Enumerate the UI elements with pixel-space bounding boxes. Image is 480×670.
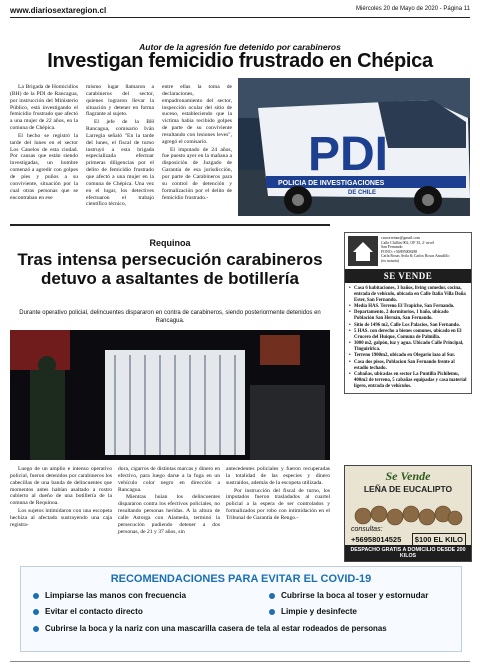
pdi-band-text: POLICIA DE INVESTIGACIONES (278, 180, 385, 187)
real-estate-ad (344, 232, 472, 394)
covid-item (33, 624, 387, 633)
firewood-phone[interactable]: +56958014525 (351, 535, 402, 544)
paragraph: Mientras huían los delincuentes dispararon contra los efectivos policiales, no resultando personas heridas. A la altura de calle Astorga con Alameda, terminó la persecución pudiendo detener a dos personas, de 21 y 37 años, sin (118, 494, 220, 535)
se-vende-banner: SE VENDE (345, 269, 471, 283)
paragraph: Los sujetos intimidaron con una escopeta hechiza al afectado sustrayendo una caja registra- (10, 508, 112, 528)
listing-item: • Casa 6 habitaciones, 3 baños, living comedor, cocina, entrada de vehículo, ubicada en Calle Italia Villa Doña Ester, San Fernando. (349, 286, 467, 303)
story1-column-1 (10, 84, 78, 202)
firewood-price: $100 EL KILO (412, 533, 466, 546)
story1-kicker: Autor de la agresión fue detenido por carabineros (139, 42, 341, 52)
paragraph: Por instrucción del fiscal de turno, los imputados fueron trasladados al cuartel policial a la espera de ser controlados y formalizados por robo con intimidación en el Tribunal de Garantía de Rengo.- (226, 487, 330, 521)
covid-item (33, 607, 143, 616)
ad-contact (381, 236, 449, 266)
paragraph: La Brigada de Homicidios (BH) de la PDI de Rancagua, por instrucción del Ministerio Público, está investigando el femicidio frustrado que afectó a una mujer de 22 años, en la comuna de Chépica. (10, 84, 78, 132)
listing-item: • Media HAS. Terreno El Trapiche, San Fernando. (349, 304, 467, 310)
contact-line: San Fernando (381, 245, 403, 250)
paragraph: Luego de un amplio e intenso operativo policial, fueron detenidos por carabineros los cabecillas de una banda de delincuentes que momentos antes habían asaltado a rostro cubierto al dueño de una botillería de la comuna de Requinoa. (10, 466, 112, 507)
se-vende-script: Se Vende (385, 469, 431, 483)
header-rule (10, 17, 470, 18)
contact-line: Calle Chillán 902, OF 35, 2º nivel (381, 240, 435, 245)
house-logo-icon (348, 236, 378, 266)
firewood-logs-illustration (351, 496, 465, 526)
paragraph: mismo lugar llamaron a carabineros del sector, quienes lograron llevar la situación y detener en forma flagrante al sujeto. (86, 84, 154, 118)
covid-item-text: Limpiarse las manos con frecuencia (45, 591, 187, 600)
footer-rule (10, 661, 470, 662)
night-scene-illustration (10, 330, 330, 460)
covid-item-text: Cubrirse la boca al toser y estornudar (281, 591, 429, 600)
page-date: Miércoles 20 de Mayo de 2020 - Página 11 (356, 6, 470, 12)
section-rule (10, 224, 330, 226)
pdi-band-text-2: DE CHILE (348, 190, 377, 196)
bullet-icon (33, 593, 39, 599)
covid-item (33, 591, 186, 600)
story2-headline: Tras intensa persecución carabineros detuvo a asaltantes de botillería (17, 250, 323, 288)
listing-item: • 3000 m2, galpón, luz y agua. Ubicado Calle Principal, Tinguiririca. (349, 341, 467, 353)
firewood-ad (344, 465, 472, 562)
listing-item: • Cabañas, ubicadas en sector La Puntilla Pichilemu, 400m2 de terreno, 5 cabañas equipadas y casa material ligero, entrada de vehículos. (349, 372, 467, 389)
covid-item (269, 591, 428, 600)
contact-line: Carla Rosas Avila & Carlos Rosas Astudillo (381, 254, 450, 259)
story1-headline: Investigan femicidio frustrado en Chépica (47, 50, 433, 72)
paragraph: antecedentes policiales y fueron recuperadas la totalidad de las especies y dinero sustraídos, además de la escopeta utilizada. (226, 466, 330, 486)
consultas-label: consultas: (351, 526, 383, 533)
bullet-icon (33, 626, 39, 632)
listing-item: • Sitio de 1496 m2, Calle Los Palacios, San Fernando. (349, 323, 467, 329)
story2-column-1 (10, 466, 112, 530)
listing-item: • 5 HAS. con derecho a bienes comunes, ubicado en El Crucero del Huique, Comuna de Palmilla. (349, 329, 467, 341)
story2-column-2 (118, 466, 220, 536)
covid-item (269, 607, 357, 616)
bullet-icon (269, 609, 275, 615)
pdi-logo-text: PDI (308, 128, 389, 181)
covid-recommendations-box (20, 566, 462, 652)
story2-deck: Durante operativo policial, delincuentes dispararon en contra de carabineros, siendo posteriormente detenidos en Rancagua. (19, 310, 321, 324)
firewood-title: LEÑA DE EUCALIPTO (363, 484, 453, 494)
listing-item: • Casa dos pisos, Poblacion San Fernando frente al estadio techado. (349, 360, 467, 372)
police-vehicle-photo (238, 78, 470, 216)
contact-line: (ex notaría) (381, 258, 400, 263)
covid-title: RECOMENDACIONES PARA EVITAR EL COVID-19 (110, 573, 372, 585)
firewood-delivery: DESPACHO GRATIS A DOMICILIO DESDE 200 KILOS (345, 545, 471, 561)
listing-item: • Departamento, 2 dormitorios, 1 baño, ubicado Población San Hernán, San Fernando. (349, 310, 467, 322)
listing-list (345, 283, 471, 393)
bullet-icon (33, 609, 39, 615)
paragraph: El jefe de la BH Rancagua, comisario Iván Larregla señaló "En la tarde del lunes, el fiscal de turno instruyó a esta brigada especializada efectuar primeras diligencias por el delito de femicidio frustrado que afectó a una mujer en la comuna de Chépica. Una vez en el lugar, los detectives efectuaron el trabajo científico técnico, (86, 119, 154, 208)
bullet-icon (269, 593, 275, 599)
paragraph: El hecho se registró la tarde del lunes en el sector Los Canelos de esta ciudad. Por causas que están siendo investigadas, un hombre comenzó a agredir con golpes de pies y puños a su conviviente, situación por la cual otras personas que se encontraban en ese (10, 132, 78, 201)
paragraph: entre ellas la toma de declaraciones, empadronamiento del sector, inspección ocular del sitio de suceso, estableciendo que la víctima había recibido golpes de parte de su conviviente resultando con lesiones leves", agregó el comisario. (162, 84, 232, 145)
pdi-truck-illustration (238, 78, 470, 216)
covid-item-text: Limpie y desinfecte (281, 607, 357, 616)
story1-column-2 (86, 84, 154, 209)
story1-column-3 (162, 84, 232, 202)
police-operation-photo (10, 330, 330, 460)
story2-column-3 (226, 466, 330, 523)
contact-line: FONO: +56995008288 (381, 249, 418, 254)
site-url[interactable]: www.diariosextaregion.cl (10, 6, 107, 15)
contact-line[interactable]: cracorreiaur@gmail.com (381, 236, 420, 240)
covid-item-text: Cubrirse la boca y la nariz con una mascarilla casera de tela al estar rodeados de personas (45, 624, 387, 633)
listing-item: • Terreno 1900m2, ubicado en Olegario lazo al Sur. (349, 353, 467, 359)
paragraph: El imputado de 24 años, fue puesto ayer en la mañana a disposición de Juzgado de Garantía de esa jurisdicción, por parte de Carabineros para su control de detención y formalización por el delito de femicidio frustrado.- (162, 146, 232, 201)
covid-item-text: Evitar el contacto directo (45, 607, 143, 616)
story2-kicker: Requinoa (149, 238, 191, 248)
paragraph: dora, cigarros de distintas marcas y dinero en efectivo, para luego darse a la fuga en un vehículo color negro en dirección a Rancagua. (118, 466, 220, 493)
